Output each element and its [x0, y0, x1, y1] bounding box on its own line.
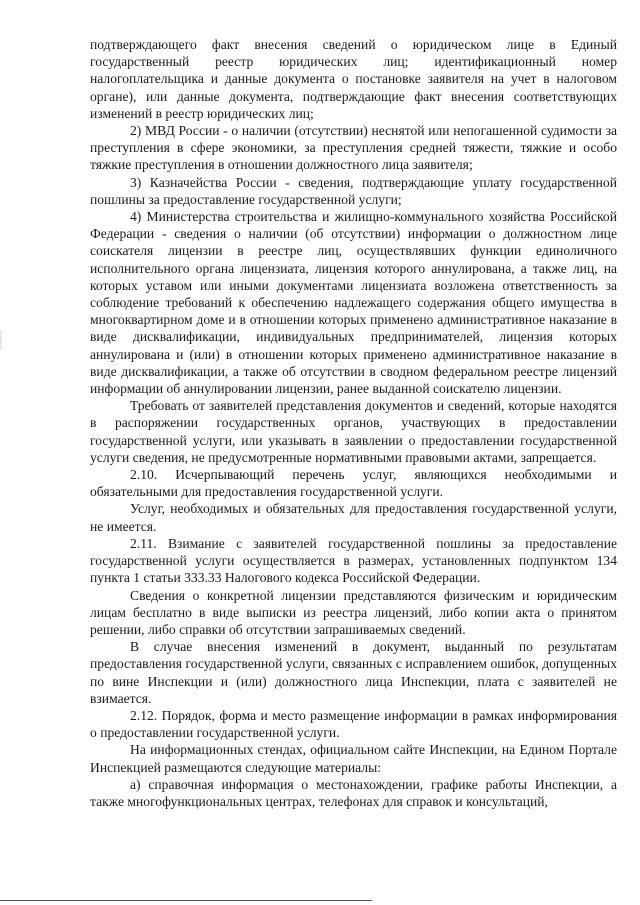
document-page: [90, 36, 617, 810]
paragraph-treasury: 3) Казначейства России - сведения, подтверждающие уплату государственной пошлины за предоставление государственной услуги;: [90, 174, 617, 207]
paragraph-2-10-heading: 2.10. Исчерпывающий перечень услуг, являющихся необходимыми и обязательными для предоставления государственной услуги.: [90, 467, 617, 500]
paragraph-egrul-data: подтверждающего факт внесения сведений о юридическом лице в Единый государственный реестр юридических лиц; идентификационный номер налогоплательщика и данные документа о постановке заявителя на учет в налоговом органе), или данные документа, подтверждающие факт внесения соответствующих изменений в реестр юридических лиц;: [90, 37, 617, 121]
paragraph-mvd: 2) МВД России - о наличии (отсутствии) неснятой или непогашенной судимости за преступления в сфере экономики, за преступления средней тяжести, тяжкие и особо тяжкие преступления в отношении должностного лица заявителя;: [90, 123, 617, 173]
paragraph-minstroy: 4) Министерства строительства и жилищно-коммунального хозяйства Российской Федерации - сведения о наличии (об отсутствии) информации о должностном лице соискателя лицензии в реестре лиц, осуществлявших функции единоличного исполнительного органа лицензиата, лицензия которого аннулирована, а также лиц, на которых уставом или иными документами лицензиата возложена ответственность за соблюдение требований к обеспечению надлежащего содержания общего имущества в многоквартирном доме и в отношении которых применено административное наказание в виде дисквалификации, индивидуальных предпринимателей, лицензия которых аннулирована и (или) в отношении которых применено административное наказание в виде дисквалификации, а также об отсутствии в сводном федеральном реестре лицензий информации об аннулировании лицензии, ранее выданной соискателю лицензии.: [90, 209, 617, 397]
paragraph-2-11-free-info: Сведения о конкретной лицензии представляются физическим и юридическим лицам бесплатно в виде выписки из реестра лицензий, либо копии акта о принятом решении, либо справки об отсутствии запрашиваемых сведений.: [90, 587, 617, 637]
paragraph-2-10-body: Услуг, необходимых и обязательных для предоставления государственной услуги, не имеется.: [90, 501, 617, 534]
paragraph-prohibition: Требовать от заявителей представления документов и сведений, которые находятся в распоряжении государственных органов, участвующих в предоставлении государственной услуги, или указывать в заявлении о предоставлении государственной услуги сведения, не предусмотренные нормативными правовыми актами, запрещается.: [90, 398, 617, 465]
scan-edge-mark: [0, 330, 2, 350]
paragraph-2-11-corrections: В случае внесения изменений в документ, выданный по результатам предоставления государственной услуги, связанных с исправлением ошибок, допущенных по вине Инспекции и (или) должностного лица Инспекции, плата с заявителей не взимается.: [90, 639, 617, 706]
paragraph-2-12-materials: На информационных стендах, официальном сайте Инспекции, на Едином Портале Инспекцией размещаются следующие материалы:: [90, 742, 617, 775]
paragraph-2-11-fee: 2.11. Взимание с заявителей государственной пошлины за предоставление государственной услуги осуществляется в размерах, установленных подпунктом 134 пункта 1 статьи 333.33 Налогового кодекса Российской Федерации.: [90, 535, 617, 586]
paragraph-2-12-item-a: а) справочная информация о местонахождении, графике работы Инспекции, а также многофункциональных центрах, телефонах для справок и консультаций,: [90, 776, 617, 809]
footer-rule: [0, 900, 372, 901]
paragraph-2-12-heading: 2.12. Порядок, форма и место размещение информации в рамках информирования о предоставлении государственной услуги.: [90, 707, 617, 741]
